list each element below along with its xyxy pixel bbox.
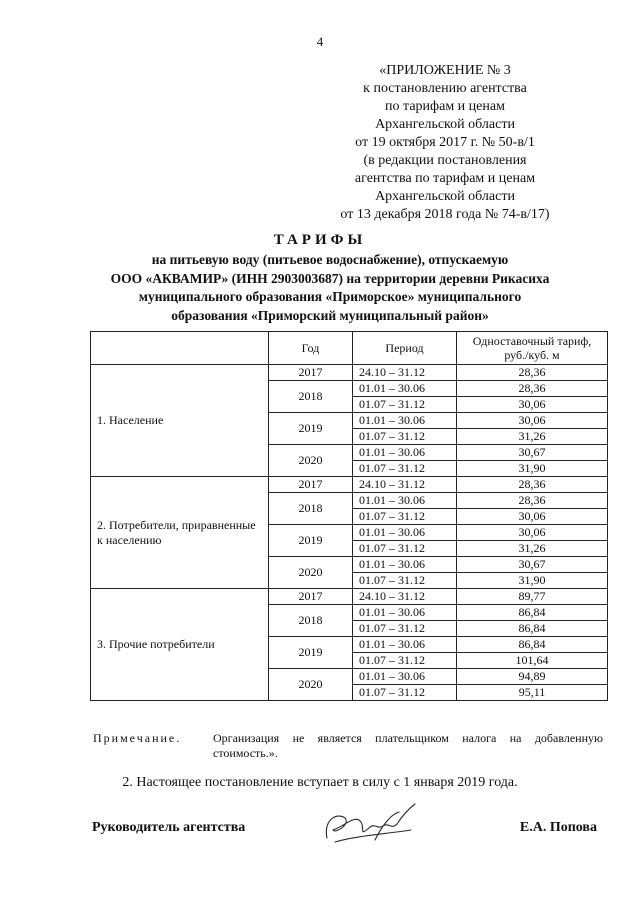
- header-period: Период: [353, 332, 457, 365]
- period-cell: 24.10 – 31.12: [353, 365, 457, 381]
- tariff-cell: 101,64: [457, 653, 608, 669]
- tariff-cell: 30,67: [457, 445, 608, 461]
- period-cell: 01.07 – 31.12: [353, 509, 457, 525]
- tariff-cell: 31,26: [457, 541, 608, 557]
- tariff-cell: 28,36: [457, 381, 608, 397]
- subtitle-line: образования «Приморский муниципальный район»: [171, 307, 489, 323]
- tariff-cell: 30,06: [457, 413, 608, 429]
- category-cell: 3. Прочие потребители: [91, 589, 269, 701]
- appendix-line: от 19 октября 2017 г. № 50-в/1: [355, 135, 535, 150]
- period-cell: 01.01 – 30.06: [353, 493, 457, 509]
- note-label: Примечание.: [93, 731, 182, 745]
- year-cell: 2019: [269, 525, 353, 557]
- period-cell: 01.07 – 31.12: [353, 541, 457, 557]
- tariff-cell: 30,67: [457, 557, 608, 573]
- tariff-cell: 89,77: [457, 589, 608, 605]
- signatory-name: Е.А. Попова: [519, 820, 597, 835]
- period-cell: 24.10 – 31.12: [353, 589, 457, 605]
- table-row: [91, 477, 608, 493]
- tariff-cell: 31,90: [457, 461, 608, 477]
- signatory-position: Руководитель агентства: [92, 820, 246, 835]
- period-cell: 01.07 – 31.12: [353, 573, 457, 589]
- appendix-line: (в редакции постановления: [363, 153, 527, 168]
- period-cell: 01.01 – 30.06: [353, 381, 457, 397]
- period-cell: 01.01 – 30.06: [353, 669, 457, 685]
- period-cell: 01.01 – 30.06: [353, 637, 457, 653]
- appendix-line: от 13 декабря 2018 года № 74-в/17): [340, 207, 550, 222]
- appendix-line: Архангельской области: [375, 189, 515, 204]
- subtitle-line: на питьевую воду (питьевое водоснабжение), отпускаемую: [151, 252, 509, 267]
- document-subtitle: [80, 251, 580, 325]
- page-number: 4: [316, 34, 324, 49]
- category-cell: 1. Население: [91, 365, 269, 477]
- table-row: [91, 589, 608, 605]
- period-cell: 01.07 – 31.12: [353, 685, 457, 701]
- table-header-row: [91, 332, 608, 365]
- subtitle-line: ООО «АКВАМИР» (ИНН 2903003687) на территории деревни Рикасиха: [110, 270, 550, 286]
- period-cell: 01.07 – 31.12: [353, 653, 457, 669]
- period-cell: 01.07 – 31.12: [353, 397, 457, 413]
- tariff-cell: 31,90: [457, 573, 608, 589]
- appendix-line: Архангельской области: [375, 117, 515, 132]
- tariff-cell: 28,36: [457, 365, 608, 381]
- year-cell: 2018: [269, 493, 353, 525]
- period-cell: 01.01 – 30.06: [353, 605, 457, 621]
- tariff-cell: 30,06: [457, 397, 608, 413]
- period-cell: 01.07 – 31.12: [353, 621, 457, 637]
- tariff-cell: 31,26: [457, 429, 608, 445]
- appendix-line: к постановлению агентства: [363, 81, 527, 96]
- tariff-cell: 86,84: [457, 637, 608, 653]
- year-cell: 2020: [269, 445, 353, 477]
- note-text: Организация не является плательщиком налога на добавленную стоимость.».: [213, 731, 603, 760]
- period-cell: 01.07 – 31.12: [353, 429, 457, 445]
- header-category: [91, 332, 269, 365]
- tariff-cell: 94,89: [457, 669, 608, 685]
- year-cell: 2019: [269, 413, 353, 445]
- year-cell: 2017: [269, 589, 353, 605]
- table-row: [91, 365, 608, 381]
- period-cell: 01.01 – 30.06: [353, 525, 457, 541]
- header-year: Год: [269, 332, 353, 365]
- period-cell: 01.01 – 30.06: [353, 557, 457, 573]
- appendix-line: по тарифам и ценам: [385, 99, 505, 114]
- tariff-cell: 95,11: [457, 685, 608, 701]
- year-cell: 2017: [269, 365, 353, 381]
- year-cell: 2019: [269, 637, 353, 669]
- tariff-cell: 30,06: [457, 509, 608, 525]
- document-title: ТАРИФЫ: [273, 232, 367, 248]
- appendix-header: [300, 62, 590, 224]
- subtitle-line: муниципального образования «Приморское» муниципального: [138, 289, 522, 304]
- category-cell: 2. Потребители, приравненные к населению: [91, 477, 269, 589]
- tariff-cell: 86,84: [457, 605, 608, 621]
- period-cell: 01.01 – 30.06: [353, 445, 457, 461]
- effective-date-clause: 2. Настоящее постановление вступает в силу с 1 января 2019 года.: [122, 775, 518, 790]
- period-cell: 24.10 – 31.12: [353, 477, 457, 493]
- period-cell: 01.07 – 31.12: [353, 461, 457, 477]
- period-cell: 01.01 – 30.06: [353, 413, 457, 429]
- year-cell: 2017: [269, 477, 353, 493]
- appendix-line: «ПРИЛОЖЕНИЕ № 3: [379, 63, 511, 78]
- header-tariff: Одноставочный тариф, руб./куб. м: [457, 332, 608, 365]
- appendix-line: агентства по тарифам и ценам: [354, 171, 536, 186]
- tariff-cell: 30,06: [457, 525, 608, 541]
- year-cell: 2020: [269, 557, 353, 589]
- year-cell: 2020: [269, 669, 353, 701]
- year-cell: 2018: [269, 605, 353, 637]
- tariff-table: [90, 331, 608, 701]
- handwritten-signature: [315, 800, 425, 850]
- tariff-cell: 28,36: [457, 477, 608, 493]
- tariff-cell: 28,36: [457, 493, 608, 509]
- tariff-cell: 86,84: [457, 621, 608, 637]
- year-cell: 2018: [269, 381, 353, 413]
- tariff-table-body: [91, 365, 608, 701]
